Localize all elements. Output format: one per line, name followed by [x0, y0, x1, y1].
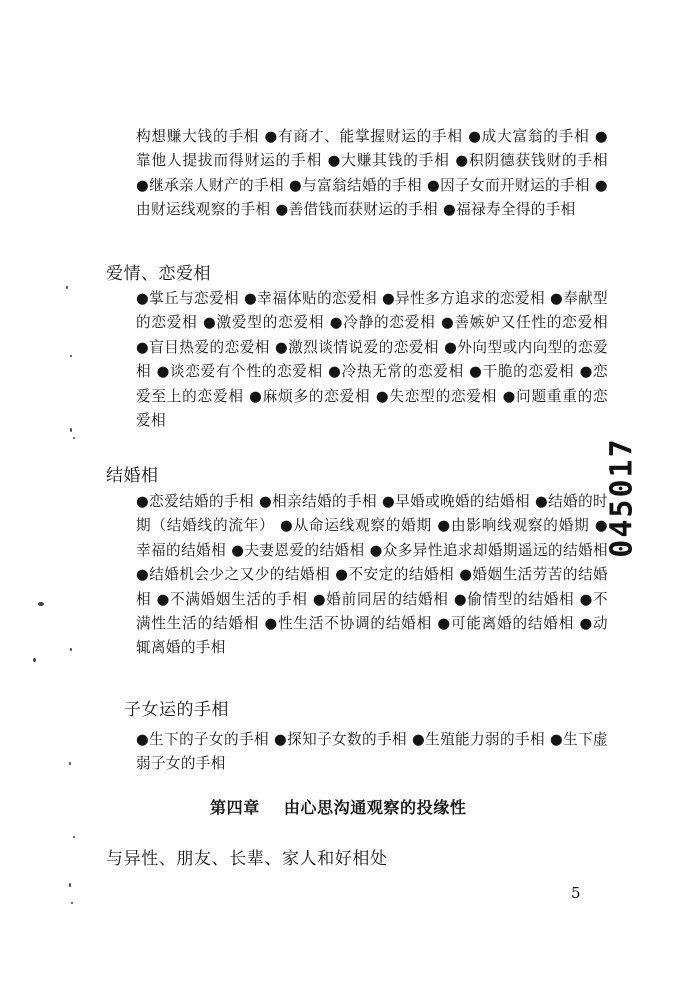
scan-speck	[69, 883, 71, 887]
serial-number-stamp	[600, 435, 644, 560]
marriage-palm-list: ●恋爱结婚的手相 ●相亲结婚的手相 ●早婚或晚婚的结婚相 ●结婚的时期（结婚线的流年） ●从命运线观察的婚期 ●由影响线观察的婚期 ●幸福的结婚相 ●夫妻恩爱的结婚相 ●众多异性追求却婚期遥远的结婚相 ●结婚机会少之又少的结婚相 ●不安定的结婚相 ●婚姻生活劳苦的结婚相 ●不满婚姻生活的手相 ●婚前同居的结婚相 ●偷情型的结婚相 ●不满性生活的结婚相 ●性生活不协调的结婚相 ●可能离婚的结婚相 ●动辄离婚的手相	[136, 493, 608, 657]
scan-speck	[38, 602, 44, 606]
scan-speck	[70, 355, 72, 357]
scan-speck	[71, 902, 73, 904]
scan-speck	[33, 658, 36, 662]
scan-speck	[69, 762, 71, 765]
wealth-palm-list: 构想赚大钱的手相 ●有商才、能掌握财运的手相 ●成大富翁的手相 ●靠他人提拔而得财运的手相 ●大赚其钱的手相 ●积阴德获钱财的手相 ●继承亲人财产的手相 ●与富翁结婚的手相 ●因子女而开财运的手相 ●由财运线观察的手相 ●善借钱而获财运的手相 ●福禄寿全得的手相	[136, 128, 608, 219]
love-palm-list: ●掌丘与恋爱相 ●幸福体贴的恋爱相 ●异性多方追求的恋爱相 ●奉献型的恋爱相 ●激爱型的恋爱相 ●冷静的恋爱相 ●善嫉妒又任性的恋爱相 ●盲目热爱的恋爱相 ●激烈谈情说爱的恋爱相 ●外向型或内向型的恋爱相 ●谈恋爱有个性的恋爱相 ●冷热无常的恋爱相 ●干脆的恋爱相 ●恋爱至上的恋爱相 ●麻烦多的恋爱相 ●失恋型的恋爱相 ●问题重重的恋爱相	[136, 290, 608, 430]
scan-speck	[70, 428, 72, 432]
serial-number-text: 045017	[604, 437, 640, 558]
love-section-heading: 爱情、恋爱相	[106, 264, 211, 284]
chapter-title: 由心思沟通观察的投缘性	[283, 798, 467, 817]
children-section-heading: 子女运的手相	[124, 700, 229, 720]
page-number: 5	[571, 884, 581, 902]
chapter-heading	[210, 797, 466, 819]
marriage-section-heading: 结婚相	[106, 466, 159, 486]
scan-speck	[73, 836, 75, 838]
scan-speck	[66, 286, 68, 289]
children-palm-list: ●生下的子女的手相 ●探知子女数的手相 ●生殖能力弱的手相 ●生下虚弱子女的手相	[136, 731, 608, 773]
scan-speck	[73, 437, 75, 439]
scan-speck	[70, 648, 72, 651]
chapter-number: 第四章	[210, 798, 260, 817]
section-title: 与异性、朋友、长辈、家人和好相处	[106, 849, 388, 869]
